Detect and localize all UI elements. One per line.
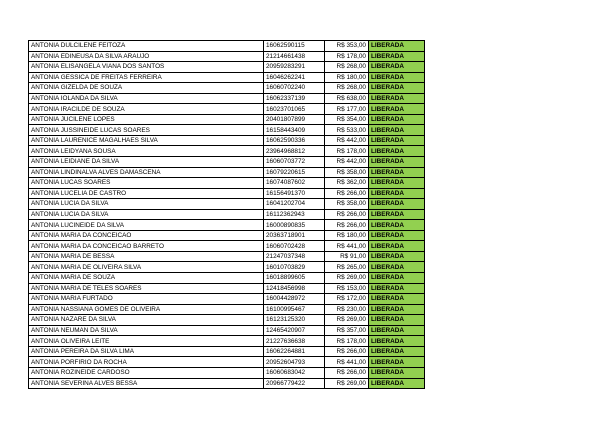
cpf-cell[interactable]: 16004428972 — [264, 294, 325, 305]
name-cell[interactable]: ANTONIA PORFIRIO DA ROCHA — [29, 357, 264, 368]
table-row[interactable] — [29, 72, 425, 83]
value-cell[interactable]: R$ 269,00 — [325, 273, 369, 284]
cpf-cell[interactable]: 20959283291 — [264, 62, 325, 73]
name-cell[interactable]: ANTONIA JUCILENE LOPES — [29, 114, 264, 125]
value-cell[interactable]: R$ 172,00 — [325, 294, 369, 305]
status-badge[interactable]: LIBERADA — [369, 209, 425, 220]
name-cell[interactable]: ANTONIA IOLANDA DA SILVA — [29, 93, 264, 104]
status-badge[interactable]: LIBERADA — [369, 125, 425, 136]
value-cell[interactable]: R$ 268,00 — [325, 83, 369, 94]
cpf-cell[interactable]: 16100995467 — [264, 304, 325, 315]
name-cell[interactable]: ANTONIA MARIA DE OLIVEIRA SILVA — [29, 262, 264, 273]
table-row[interactable] — [29, 294, 425, 305]
value-cell[interactable]: R$ 266,00 — [325, 346, 369, 357]
table-row[interactable] — [29, 167, 425, 178]
table-row[interactable] — [29, 346, 425, 357]
value-cell[interactable]: R$ 357,00 — [325, 325, 369, 336]
status-badge[interactable]: LIBERADA — [369, 167, 425, 178]
name-cell[interactable]: ANTONIA LINDINALVA ALVES DAMASCENA — [29, 167, 264, 178]
cpf-cell[interactable]: 21227636638 — [264, 336, 325, 347]
cpf-cell[interactable]: 16018899605 — [264, 273, 325, 284]
value-cell[interactable]: R$ 441,00 — [325, 357, 369, 368]
value-cell[interactable]: R$ 358,00 — [325, 167, 369, 178]
name-cell[interactable]: ANTONIA NAZARE DA SILVA — [29, 315, 264, 326]
table-row[interactable] — [29, 367, 425, 378]
status-badge[interactable]: LIBERADA — [369, 273, 425, 284]
cpf-cell[interactable]: 16060683042 — [264, 367, 325, 378]
value-cell[interactable]: R$ 358,00 — [325, 199, 369, 210]
name-cell[interactable]: ANTONIA DULCILENE FEITOZA — [29, 41, 264, 52]
value-cell[interactable]: R$ 353,00 — [325, 41, 369, 52]
cpf-cell[interactable]: 16062337139 — [264, 93, 325, 104]
name-cell[interactable]: ANTONIA LAURENICE MAGALHAES SILVA — [29, 135, 264, 146]
table-row[interactable] — [29, 251, 425, 262]
status-badge[interactable]: LIBERADA — [369, 251, 425, 262]
status-badge[interactable]: LIBERADA — [369, 241, 425, 252]
name-cell[interactable]: ANTONIA MARIA DE BESSA — [29, 251, 264, 262]
status-badge[interactable]: LIBERADA — [369, 220, 425, 231]
table-row[interactable] — [29, 125, 425, 136]
value-cell[interactable]: R$ 442,00 — [325, 157, 369, 168]
name-cell[interactable]: ANTONIA LUCAS SOARES — [29, 178, 264, 189]
status-badge[interactable]: LIBERADA — [369, 304, 425, 315]
name-cell[interactable]: ANTONIA LUCINEIDE DA SILVA — [29, 220, 264, 231]
cpf-cell[interactable]: 16074087602 — [264, 178, 325, 189]
value-cell[interactable]: R$ 266,00 — [325, 209, 369, 220]
spreadsheet-table — [28, 40, 425, 389]
table-row[interactable] — [29, 51, 425, 62]
name-cell[interactable]: ANTONIA LUCIA DA SILVA — [29, 209, 264, 220]
cpf-cell[interactable]: 16062590336 — [264, 135, 325, 146]
cpf-cell[interactable]: 16158443409 — [264, 125, 325, 136]
status-badge[interactable]: LIBERADA — [369, 315, 425, 326]
status-badge[interactable]: LIBERADA — [369, 83, 425, 94]
cpf-cell[interactable]: 20363718901 — [264, 230, 325, 241]
cpf-cell[interactable]: 12465420907 — [264, 325, 325, 336]
cpf-cell[interactable]: 23964968812 — [264, 146, 325, 157]
value-cell[interactable]: R$ 180,00 — [325, 72, 369, 83]
cpf-cell[interactable]: 21247037348 — [264, 251, 325, 262]
table-row[interactable] — [29, 188, 425, 199]
table-row[interactable] — [29, 304, 425, 315]
value-cell[interactable]: R$ 91,00 — [325, 251, 369, 262]
name-cell[interactable]: ANTONIA NASSIANA GOMES DE OLIVEIRA — [29, 304, 264, 315]
value-cell[interactable]: R$ 269,00 — [325, 378, 369, 389]
name-cell[interactable]: ANTONIA EDINEUSA DA SILVA ARAUJO — [29, 51, 264, 62]
status-badge[interactable]: LIBERADA — [369, 199, 425, 210]
name-cell[interactable]: ANTONIA MARIA DE TELES SOARES — [29, 283, 264, 294]
name-cell[interactable]: ANTONIA IRACILDE DE SOUZA — [29, 104, 264, 115]
value-cell[interactable]: R$ 180,00 — [325, 230, 369, 241]
table-row[interactable] — [29, 315, 425, 326]
status-badge[interactable]: LIBERADA — [369, 62, 425, 73]
status-badge[interactable]: LIBERADA — [369, 262, 425, 273]
cpf-cell[interactable]: 16060702428 — [264, 241, 325, 252]
cpf-cell[interactable]: 16112362943 — [264, 209, 325, 220]
value-cell[interactable]: R$ 178,00 — [325, 336, 369, 347]
name-cell[interactable]: ANTONIA MARIA DE SOUZA — [29, 273, 264, 284]
table-row[interactable] — [29, 199, 425, 210]
status-badge[interactable]: LIBERADA — [369, 93, 425, 104]
table-row[interactable] — [29, 104, 425, 115]
cpf-cell[interactable]: 12418456998 — [264, 283, 325, 294]
name-cell[interactable]: ANTONIA ELISANGELA VIANA DOS SANTOS — [29, 62, 264, 73]
table-row[interactable] — [29, 283, 425, 294]
table-row[interactable] — [29, 62, 425, 73]
table-row[interactable] — [29, 114, 425, 125]
table-row[interactable] — [29, 262, 425, 273]
status-badge[interactable]: LIBERADA — [369, 157, 425, 168]
value-cell[interactable]: R$ 362,00 — [325, 178, 369, 189]
status-badge[interactable]: LIBERADA — [369, 283, 425, 294]
cpf-cell[interactable]: 16060702240 — [264, 83, 325, 94]
cpf-cell[interactable]: 20401807899 — [264, 114, 325, 125]
table-row[interactable] — [29, 336, 425, 347]
name-cell[interactable]: ANTONIA LUCIA DA SILVA — [29, 199, 264, 210]
table-row[interactable] — [29, 41, 425, 52]
name-cell[interactable]: ANTONIA PEREIRA DA SILVA LIMA — [29, 346, 264, 357]
name-cell[interactable]: ANTONIA SEVERINA ALVES BESSA — [29, 378, 264, 389]
cpf-cell[interactable]: 16046262241 — [264, 72, 325, 83]
status-badge[interactable]: LIBERADA — [369, 135, 425, 146]
name-cell[interactable]: ANTONIA GIZELDA DE SOUZA — [29, 83, 264, 94]
status-badge[interactable]: LIBERADA — [369, 188, 425, 199]
status-badge[interactable]: LIBERADA — [369, 146, 425, 157]
value-cell[interactable]: R$ 269,00 — [325, 315, 369, 326]
value-cell[interactable]: R$ 177,00 — [325, 104, 369, 115]
name-cell[interactable]: ANTONIA LEIDIANE DA SILVA — [29, 157, 264, 168]
cpf-cell[interactable]: 16000890835 — [264, 220, 325, 231]
table-row[interactable] — [29, 220, 425, 231]
table-row[interactable] — [29, 83, 425, 94]
status-badge[interactable]: LIBERADA — [369, 336, 425, 347]
name-cell[interactable]: ANTONIA NEUMAN DA SILVA — [29, 325, 264, 336]
name-cell[interactable]: ANTONIA GESSICA DE FREITAS FERREIRA — [29, 72, 264, 83]
cpf-cell[interactable]: 16123125320 — [264, 315, 325, 326]
status-badge[interactable]: LIBERADA — [369, 114, 425, 125]
cpf-cell[interactable]: 16156491370 — [264, 188, 325, 199]
table-row[interactable] — [29, 378, 425, 389]
table-row[interactable] — [29, 157, 425, 168]
table-row[interactable] — [29, 357, 425, 368]
value-cell[interactable]: R$ 266,00 — [325, 220, 369, 231]
cpf-cell[interactable]: 16062264881 — [264, 346, 325, 357]
table-row[interactable] — [29, 178, 425, 189]
value-cell[interactable]: R$ 354,00 — [325, 114, 369, 125]
status-badge[interactable]: LIBERADA — [369, 72, 425, 83]
table-row[interactable] — [29, 146, 425, 157]
table-row[interactable] — [29, 325, 425, 336]
spreadsheet-body — [29, 41, 425, 389]
status-badge[interactable]: LIBERADA — [369, 367, 425, 378]
table-row[interactable] — [29, 241, 425, 252]
table-row[interactable] — [29, 135, 425, 146]
cpf-cell[interactable]: 16079220615 — [264, 167, 325, 178]
status-badge[interactable]: LIBERADA — [369, 51, 425, 62]
cpf-cell[interactable]: 21214661438 — [264, 51, 325, 62]
status-badge[interactable]: LIBERADA — [369, 41, 425, 52]
status-badge[interactable]: LIBERADA — [369, 178, 425, 189]
value-cell[interactable]: R$ 266,00 — [325, 188, 369, 199]
status-badge[interactable]: LIBERADA — [369, 230, 425, 241]
cpf-cell[interactable]: 16062590115 — [264, 41, 325, 52]
status-badge[interactable]: LIBERADA — [369, 346, 425, 357]
value-cell[interactable]: R$ 442,00 — [325, 135, 369, 146]
table-row[interactable] — [29, 209, 425, 220]
value-cell[interactable]: R$ 265,00 — [325, 262, 369, 273]
value-cell[interactable]: R$ 178,00 — [325, 51, 369, 62]
value-cell[interactable]: R$ 178,00 — [325, 146, 369, 157]
value-cell[interactable]: R$ 153,00 — [325, 283, 369, 294]
cpf-cell[interactable]: 16023701065 — [264, 104, 325, 115]
cpf-cell[interactable]: 16041202704 — [264, 199, 325, 210]
name-cell[interactable]: ANTONIA MARIA FURTADO — [29, 294, 264, 305]
value-cell[interactable]: R$ 268,00 — [325, 62, 369, 73]
name-cell[interactable]: ANTONIA ROZINEIDE CARDOSO — [29, 367, 264, 378]
cpf-cell[interactable]: 20952604793 — [264, 357, 325, 368]
cpf-cell[interactable]: 16060703772 — [264, 157, 325, 168]
name-cell[interactable]: ANTONIA MARIA DA CONCEICAO — [29, 230, 264, 241]
value-cell[interactable]: R$ 266,00 — [325, 367, 369, 378]
table-row[interactable] — [29, 93, 425, 104]
status-badge[interactable]: LIBERADA — [369, 357, 425, 368]
name-cell[interactable]: ANTONIA OLIVEIRA LEITE — [29, 336, 264, 347]
name-cell[interactable]: ANTONIA JUSSINEIDE LUCAS SOARES — [29, 125, 264, 136]
status-badge[interactable]: LIBERADA — [369, 104, 425, 115]
name-cell[interactable]: ANTONIA MARIA DA CONCEICAO BARRETO — [29, 241, 264, 252]
name-cell[interactable]: ANTONIA LEIDYANA SOUSA — [29, 146, 264, 157]
cpf-cell[interactable]: 20966779422 — [264, 378, 325, 389]
value-cell[interactable]: R$ 230,00 — [325, 304, 369, 315]
cpf-cell[interactable]: 16010703829 — [264, 262, 325, 273]
value-cell[interactable]: R$ 638,00 — [325, 93, 369, 104]
value-cell[interactable]: R$ 441,00 — [325, 241, 369, 252]
status-badge[interactable]: LIBERADA — [369, 378, 425, 389]
value-cell[interactable]: R$ 533,00 — [325, 125, 369, 136]
table-row[interactable] — [29, 230, 425, 241]
name-cell[interactable]: ANTONIA LUCELIA DE CASTRO — [29, 188, 264, 199]
status-badge[interactable]: LIBERADA — [369, 325, 425, 336]
table-row[interactable] — [29, 273, 425, 284]
status-badge[interactable]: LIBERADA — [369, 294, 425, 305]
